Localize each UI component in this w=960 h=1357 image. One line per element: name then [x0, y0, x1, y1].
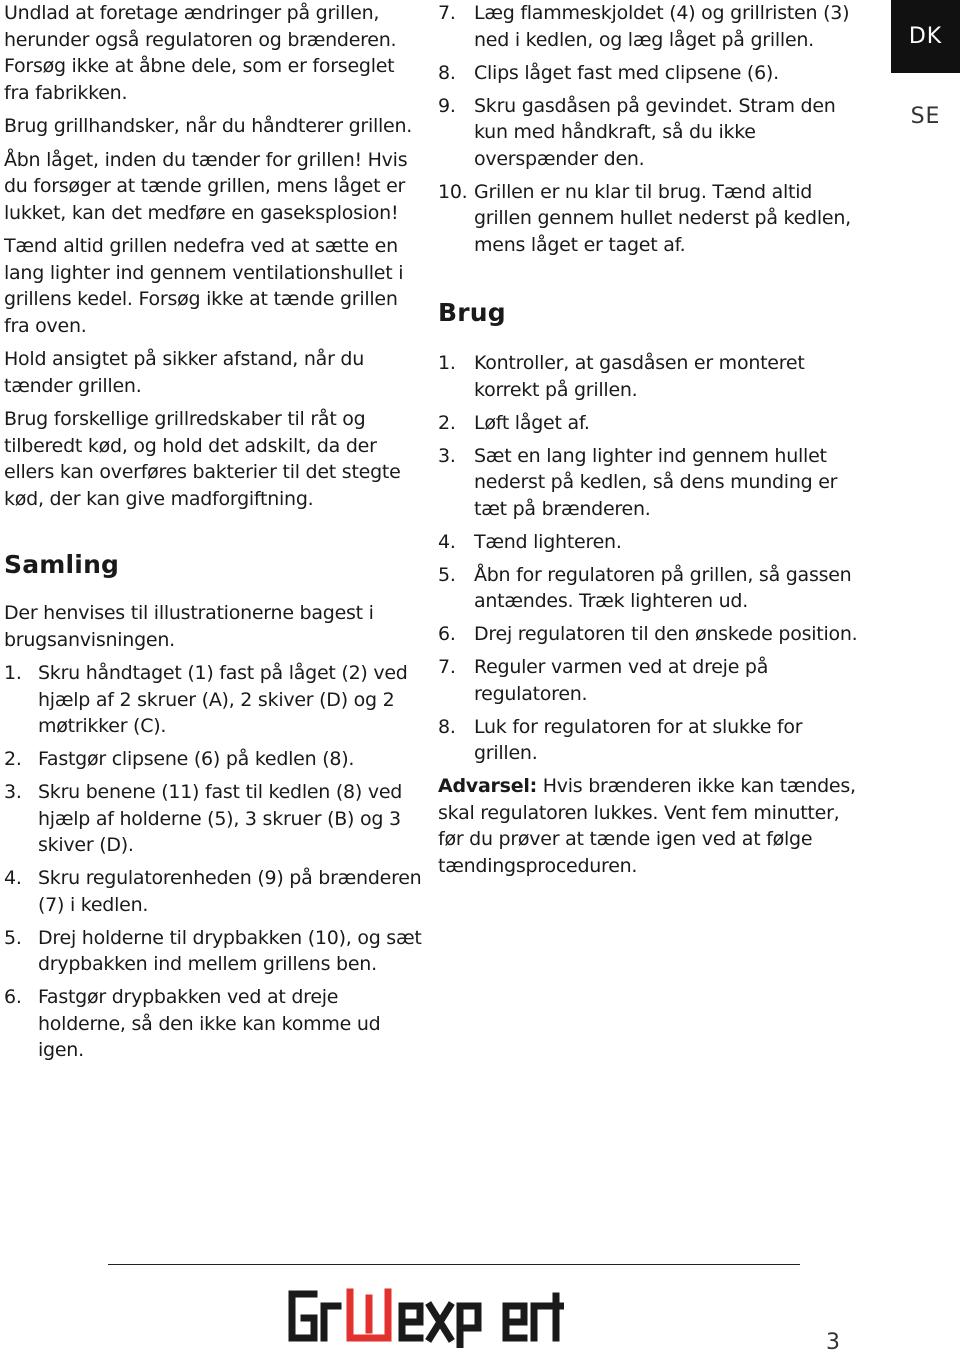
- use-step: [438, 714, 858, 767]
- step-text: Skru gasdåsen på gevindet. Stram den kun med håndkraft, så du ikke overspænder den.: [474, 94, 836, 170]
- use-step: [438, 410, 858, 437]
- step-text: Skru håndtaget (1) fast på låget (2) ved hjælp af 2 skruer (A), 2 skiver (D) og 2 møtrikker (C).: [38, 662, 408, 737]
- step-number: 2.: [4, 748, 22, 770]
- language-tab-se[interactable]: SE: [910, 103, 941, 129]
- use-step: [438, 443, 858, 523]
- language-tab-dk[interactable]: DK: [891, 0, 960, 73]
- use-steps-list: [438, 350, 858, 767]
- step-text: Drej regulatoren til den ønskede position.: [474, 623, 858, 645]
- intro-paragraph: Brug forskellige grillredskaber til råt og tilberedt kød, og hold det adskilt, da der ellers kan overføres bakterier til det stegte kød, der kan give madforgiftning.: [4, 408, 401, 510]
- use-step: [438, 562, 858, 615]
- step-text: Reguler varmen ved at dreje på regulatoren.: [474, 656, 769, 705]
- assembly-step: [438, 93, 858, 173]
- assembly-steps-list: [4, 660, 424, 1064]
- step-text: Skru regulatorenheden (9) på brænderen (7) i kedlen.: [38, 867, 422, 916]
- use-step: [438, 654, 858, 707]
- logo-letter-r2: [534, 1306, 548, 1338]
- step-text: Grillen er nu klar til brug. Tænd altid grillen gennem hullet nederst på kedlen, mens låget er taget af.: [474, 180, 851, 256]
- assembly-step: [4, 660, 424, 740]
- assembly-intro: Der henvises til illustrationerne bagest i brugsanvisningen.: [4, 602, 374, 651]
- assembly-step: [4, 779, 424, 859]
- assembly-step: [4, 746, 424, 773]
- intro-paragraph: Hold ansigtet på sikker afstand, når du tænder grillen.: [4, 348, 365, 397]
- step-number: 5.: [438, 563, 456, 586]
- step-text: Sæt en lang lighter ind gennem hullet nederst på kedlen, så dens munding er tæt på brænderen.: [474, 444, 838, 520]
- grillexpert-logo: [284, 1284, 564, 1348]
- logo-letter-t: [550, 1296, 562, 1338]
- step-number: 5.: [4, 926, 22, 949]
- logo-letter-p: [460, 1306, 478, 1348]
- use-step: [438, 529, 858, 556]
- step-number: 8.: [438, 61, 456, 84]
- step-text: Læg flammeskjoldet (4) og grillristen (3) ned i kedlen, og læg låget på grillen.: [474, 2, 850, 51]
- step-number: 4.: [4, 867, 22, 889]
- step-text: Drej holderne til drypbakken (10), og sæt drypbakken ind mellem grillens ben.: [38, 926, 422, 975]
- step-number: 8.: [438, 715, 456, 738]
- step-text: Tænd lighteren.: [474, 530, 622, 553]
- step-number: 7.: [438, 656, 456, 678]
- step-number: 3.: [438, 444, 456, 467]
- step-number: 2.: [438, 411, 456, 434]
- intro-paragraph: Åbn låget, inden du tænder for grillen! Hvis du forsøger at tænde grillen, mens låget er lukket, kan det medføre en gaseksplosion!: [4, 148, 408, 224]
- step-number: 9.: [438, 94, 456, 117]
- assembly-step: [4, 865, 424, 918]
- step-text: Luk for regulatoren for at slukke for grillen.: [474, 715, 803, 764]
- step-text: Clips låget fast med clipsene (6).: [474, 61, 779, 84]
- step-text: Fastgør clipsene (6) på kedlen (8).: [38, 748, 355, 770]
- warning-paragraph: [438, 773, 858, 879]
- logo-letter-e: [402, 1306, 420, 1338]
- step-number: 6.: [438, 623, 456, 645]
- logo-letter-e2: [506, 1306, 524, 1338]
- step-text: Skru benene (11) fast til kedlen (8) ved hjælp af holderne (5), 3 skruer (B) og 3 skiver (D).: [38, 781, 403, 856]
- assembly-step: [4, 984, 424, 1064]
- step-number: 3.: [4, 781, 22, 803]
- assembly-step: [438, 0, 858, 53]
- use-heading: Brug: [438, 298, 506, 327]
- step-text: Åbn for regulatoren på grillen, så gassen antændes. Træk lighteren ud.: [474, 563, 852, 612]
- assembly-step: [438, 60, 858, 87]
- step-number: 10.: [438, 180, 468, 203]
- assembly-steps-continued: [438, 0, 858, 258]
- logo-letter-r: [324, 1306, 338, 1338]
- left-column: [4, 0, 424, 1070]
- assembly-step: [438, 179, 858, 259]
- step-number: 4.: [438, 530, 456, 553]
- right-column: [438, 0, 858, 886]
- page-number: 3: [826, 1330, 840, 1355]
- warning-text: Hvis brænderen ikke kan tændes, skal regulatoren lukkes. Vent fem minutter, før du prøver at tænde igen ved at følge tændingsproceduren.: [438, 775, 856, 877]
- intro-paragraph: Tænd altid grillen nedefra ved at sætte en lang lighter ind gennem ventilationshullet i grillens kedel. Forsøg ikke at tænde grillen fra oven.: [4, 235, 404, 337]
- step-text: Fastgør drypbakken ved at dreje holderne, så den ikke kan komme ud igen.: [38, 986, 381, 1061]
- assembly-step: [4, 925, 424, 978]
- logo-letter-x: [430, 1306, 450, 1338]
- step-number: 1.: [4, 662, 22, 684]
- assembly-heading: Samling: [4, 550, 120, 579]
- intro-paragraph: Undlad at foretage ændringer på grillen, herunder også regulatoren og brænderen. Forsøg ikke at åbne dele, som er forseglet fra fabrikken.: [4, 2, 397, 104]
- intro-paragraph: Brug grillhandsker, når du håndterer grillen.: [4, 115, 413, 137]
- warning-label: Advarsel:: [438, 775, 537, 797]
- logo-letter-g: [292, 1294, 314, 1338]
- footer-divider: [108, 1264, 800, 1265]
- step-text: Løft låget af.: [474, 411, 590, 434]
- step-number: 6.: [4, 986, 22, 1008]
- use-step: [438, 350, 858, 403]
- use-step: [438, 621, 858, 648]
- step-text: Kontroller, at gasdåsen er monteret korrekt på grillen.: [474, 352, 805, 401]
- step-number: 1.: [438, 352, 456, 374]
- step-number: 7.: [438, 2, 456, 24]
